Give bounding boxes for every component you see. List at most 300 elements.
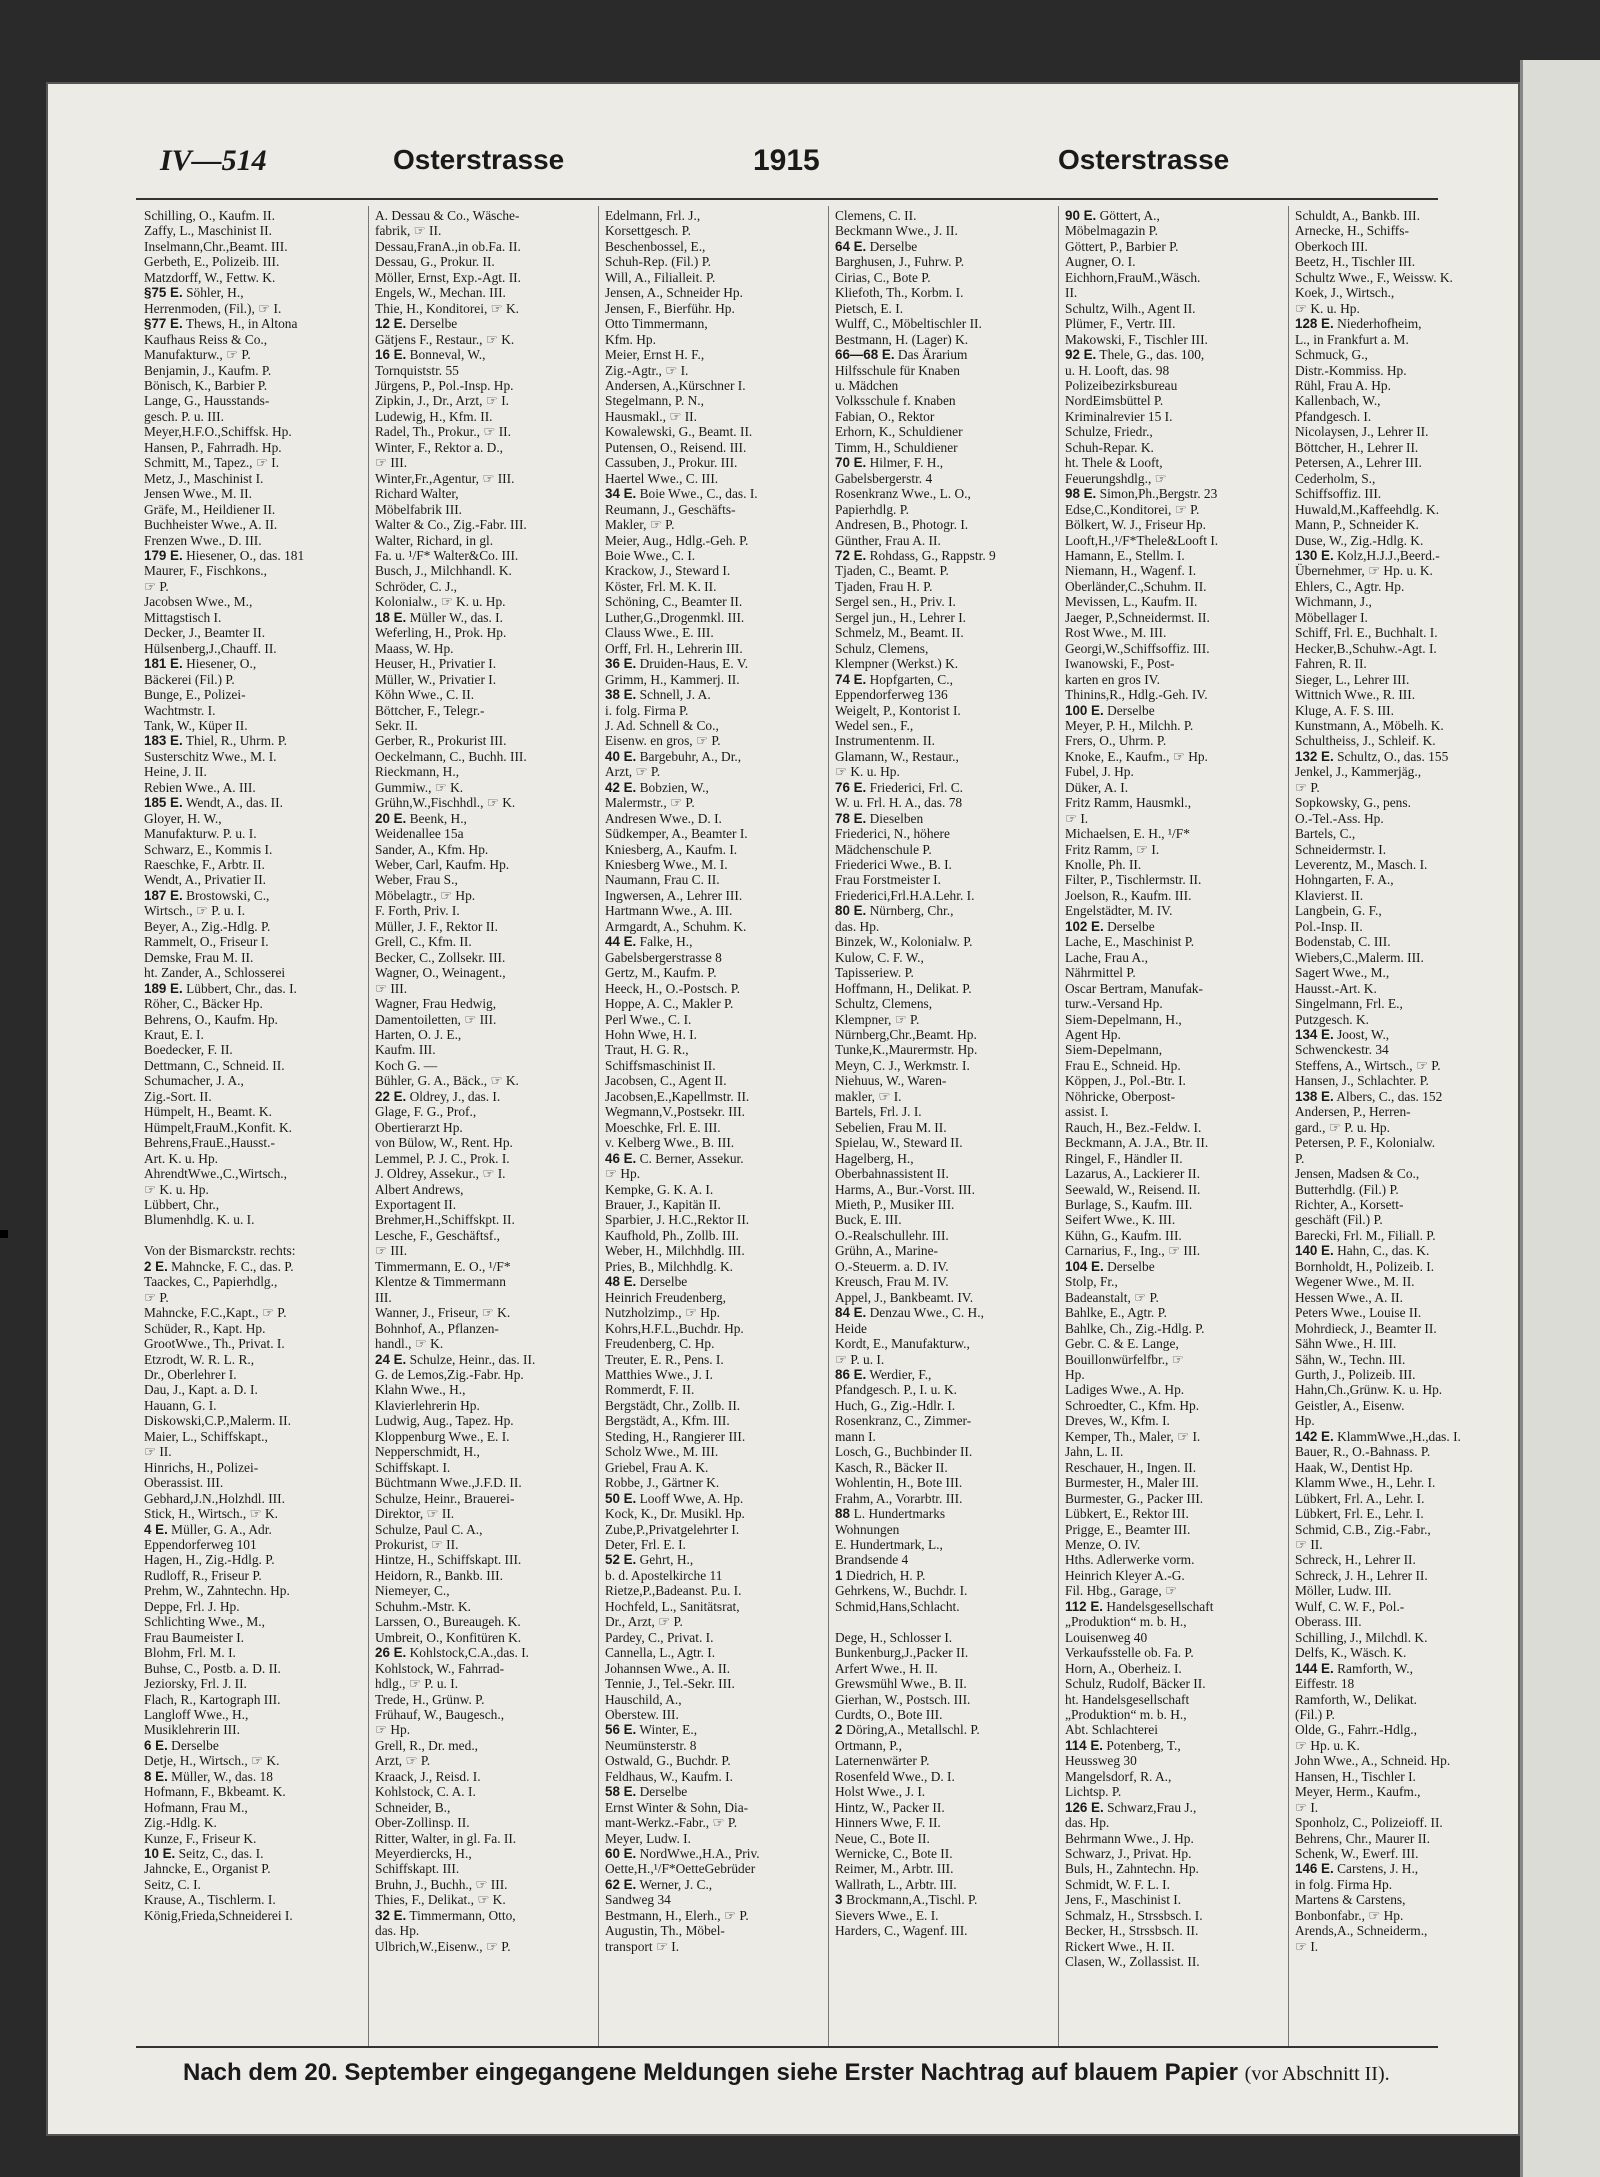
- directory-entry: Engelstädter, M. IV.: [1065, 903, 1173, 919]
- directory-entry: Kunze, F., Friseur K.: [144, 1830, 257, 1846]
- directory-entry: Schmuck, G.,: [1295, 347, 1368, 363]
- directory-entry: Sebelien, Frau M. II.: [835, 1119, 947, 1135]
- directory-entry: Rosenkranz Wwe., L. O.,: [835, 486, 971, 502]
- directory-entry: Lazarus, A., Lackierer II.: [1065, 1166, 1200, 1182]
- directory-entry: G. de Lemos,Zig.-Fabr. Hp.: [375, 1366, 524, 1382]
- directory-entry: Wachtmstr. I.: [144, 702, 216, 718]
- directory-entry: Geistler, A., Eisenw.: [1295, 1397, 1405, 1413]
- directory-entry: Friederici, N., höhere: [835, 826, 950, 842]
- directory-entry: Gloyer, H. W.,: [144, 810, 222, 826]
- directory-entry: Barecki, Frl. M., Filiall. P.: [1295, 1227, 1436, 1243]
- directory-entry: Rammelt, O., Friseur I.: [144, 934, 269, 950]
- directory-entry: Rost Wwe., M. III.: [1065, 625, 1167, 641]
- directory-entry: Klempner, ☞ P.: [835, 1011, 920, 1027]
- directory-entry: Pfandgesch. P., I. u. K.: [835, 1382, 957, 1398]
- directory-entry: Jahncke, E., Organist P.: [144, 1861, 271, 1877]
- directory-entry: Art. K. u. Hp.: [144, 1150, 219, 1166]
- directory-entry: Behrens,FrauE.,Hausst.-: [144, 1135, 275, 1151]
- directory-entry: NordEimsbüttel P.: [1065, 393, 1164, 409]
- directory-entry: 20 E. Beenk, H.,: [375, 810, 467, 826]
- directory-entry: Polizeibezirksbureau: [1065, 377, 1178, 393]
- directory-entry: Büchtmann Wwe.,J.F.D. II.: [375, 1475, 522, 1491]
- directory-entry: Gabelsbergerstrasse 8: [605, 949, 722, 965]
- directory-entry: Jahn, L. II.: [1065, 1444, 1124, 1460]
- directory-entry: Meier, Aug., Hdlg.-Geh. P.: [605, 532, 749, 548]
- directory-entry: Heine, J. II.: [144, 764, 207, 780]
- directory-entry: Hahn,Ch.,Grünw. K. u. Hp.: [1295, 1382, 1443, 1398]
- directory-entry: Manufakturw. P. u. I.: [144, 826, 257, 842]
- directory-entry: O.-Realschullehr. III.: [835, 1227, 949, 1243]
- directory-entry: 98 E. Simon,Ph.,Bergstr. 23: [1065, 486, 1218, 502]
- directory-entry: Griebel, Frau A. K.: [605, 1459, 709, 1475]
- directory-entry: Klavierst. II.: [1295, 887, 1364, 903]
- directory-entry: Möller, Ernst, Exp.-Agt. II.: [375, 269, 521, 285]
- directory-entry: Glage, F. G., Prof.,: [375, 1104, 477, 1120]
- directory-entry: P.: [1295, 1150, 1305, 1166]
- directory-entry: Perl Wwe., C. I.: [605, 1011, 692, 1027]
- directory-entry: Sandweg 34: [605, 1892, 671, 1908]
- directory-entry: Schreck, H., Lehrer II.: [1295, 1552, 1416, 1568]
- directory-entry: Bönisch, K., Barbier P.: [144, 377, 268, 393]
- directory-entry: Wegmann,V.,Postsekr. III.: [605, 1104, 746, 1120]
- directory-entry: E. Hundertmark, L.,: [835, 1536, 943, 1552]
- directory-entry: Kloppenburg Wwe., E. I.: [375, 1428, 510, 1444]
- directory-entry: 142 E. KlammWwe.,H.,das. I.: [1295, 1428, 1461, 1444]
- directory-entry: Fritz Ramm, ☞ I.: [1065, 841, 1160, 857]
- directory-entry: Friederici Wwe., B. I.: [835, 857, 952, 873]
- footer-note-tail: (vor Abschnitt II).: [1244, 2063, 1390, 2085]
- directory-entry: (Fil.) P.: [1295, 1706, 1335, 1722]
- directory-entry: Nöhricke, Oberpost-: [1065, 1088, 1176, 1104]
- directory-entry: Heinrich Freudenberg,: [605, 1289, 726, 1305]
- directory-entry: ☞ K. u. Hp.: [1295, 300, 1360, 316]
- directory-entry: Jacobsen Wwe., M.,: [144, 594, 253, 610]
- directory-entry: Jaeger, P.,Schneidermst. II.: [1065, 609, 1210, 625]
- directory-entry: Schmid,Hans,Schlacht.: [835, 1598, 960, 1614]
- directory-entry: das. Hp.: [375, 1923, 420, 1939]
- directory-entry: Arends,A., Schneiderm.,: [1295, 1923, 1428, 1939]
- directory-entry: Sähn, W., Techn. III.: [1295, 1351, 1406, 1367]
- directory-entry: Bauer, R., O.-Bahnass. P.: [1295, 1444, 1431, 1460]
- directory-entry: Weber, Frau S.,: [375, 872, 458, 888]
- directory-entry: Ladiges Wwe., A. Hp.: [1065, 1382, 1185, 1398]
- directory-entry: 3 Brockmann,A.,Tischl. P.: [835, 1892, 978, 1908]
- directory-entry: Andresen, B., Photogr. I.: [835, 517, 969, 533]
- directory-entry: 128 E. Niederhofheim,: [1295, 316, 1422, 332]
- directory-entry: Cannella, L., Agtr. I.: [605, 1645, 716, 1661]
- directory-entry: Grühn, A., Marine-: [835, 1243, 939, 1259]
- directory-entry: Rommerdt, F. II.: [605, 1382, 695, 1398]
- directory-entry: Fahren, R. II.: [1295, 656, 1367, 672]
- directory-entry: Obertierarzt Hp.: [375, 1119, 463, 1135]
- directory-entry: ☞ P.: [144, 578, 169, 594]
- directory-entry: 80 E. Nürnberg, Chr.,: [835, 903, 954, 919]
- directory-entry: ☞ I.: [1295, 1938, 1319, 1954]
- directory-entry: Distr.-Kommiss. Hp.: [1295, 362, 1407, 378]
- directory-entry: Frau Baumeister I.: [144, 1629, 245, 1645]
- directory-entry: ht. Thele & Looft,: [1065, 455, 1163, 471]
- directory-entry: Deter, Frl. E. I.: [605, 1536, 686, 1552]
- directory-entry: Curdts, O., Bote III.: [835, 1706, 943, 1722]
- directory-entry: Carnarius, F., Ing., ☞ III.: [1065, 1243, 1201, 1259]
- directory-entry: Niemeyer, C.,: [375, 1583, 450, 1599]
- directory-entry: Wagner, O., Weinagent.,: [375, 965, 506, 981]
- directory-entry: Ludewig, H., Kfm. II.: [375, 408, 493, 424]
- directory-entry: Looft,H.,¹/F*Thele&Looft I.: [1065, 532, 1219, 548]
- directory-entry: Seifert Wwe., K. III.: [1065, 1212, 1176, 1228]
- directory-entry: Wegener Wwe., M. II.: [1295, 1274, 1415, 1290]
- directory-entry: Larssen, O., Bureaugeh. K.: [375, 1614, 521, 1630]
- directory-entry: Oberass. III.: [1295, 1614, 1362, 1630]
- directory-entry: Sagert Wwe., M.,: [1295, 965, 1390, 981]
- directory-entry: Damentoiletten, ☞ III.: [375, 1011, 497, 1027]
- directory-entry: F. Forth, Priv. I.: [375, 903, 460, 919]
- directory-entry: ht. Zander, A., Schlosserei: [144, 965, 286, 981]
- directory-entry: Möbelagtr., ☞ Hp.: [375, 887, 476, 903]
- directory-entry: Horn, A., Oberheiz. I.: [1065, 1660, 1182, 1676]
- directory-entry: Laternenwärter P.: [835, 1753, 930, 1769]
- directory-entry: Timm, H., Schuldiener: [835, 439, 958, 455]
- directory-entry: Meyer,H.F.O.,Schiffsk. Hp.: [144, 424, 292, 440]
- directory-entry: Mädchenschule P.: [835, 841, 932, 857]
- directory-entry: Herrenmoden, (Fil.), ☞ I.: [144, 300, 282, 316]
- directory-entry: 24 E. Schulze, Heinr., das. II.: [375, 1351, 536, 1367]
- directory-entry: Weber, Carl, Kaufm. Hp.: [375, 857, 510, 873]
- directory-entry: ☞ K. u. Hp.: [835, 764, 900, 780]
- directory-entry: Bergstädt, A., Kfm. III.: [605, 1413, 730, 1429]
- directory-entry: Gehrkens, W., Buchdr. I.: [835, 1583, 968, 1599]
- directory-entry: Hartmann Wwe., A. III.: [605, 903, 733, 919]
- directory-entry: Haertel Wwe., C. III.: [605, 470, 719, 486]
- directory-entry: 8 E. Müller, W., das. 18: [144, 1768, 273, 1784]
- directory-entry: Johannsen Wwe., A. II.: [605, 1660, 731, 1676]
- directory-entry: das. Hp.: [835, 918, 880, 934]
- directory-entry: Pol.-Insp. II.: [1295, 918, 1363, 934]
- directory-entry: Exportagent II.: [375, 1197, 457, 1212]
- directory-entry: Oberstew. III.: [605, 1706, 679, 1722]
- directory-entry: 32 E. Timmermann, Otto,: [375, 1907, 516, 1923]
- directory-entry: Oberassist. III.: [144, 1475, 224, 1491]
- directory-entry: Michaelsen, E. H., ¹/F*: [1065, 826, 1190, 842]
- directory-entry: Bestmann, H., Elerh., ☞ P.: [605, 1907, 749, 1923]
- directory-entry: Wanner, J., Friseur, ☞ K.: [375, 1305, 511, 1321]
- directory-entry: ☞ III.: [375, 980, 408, 996]
- directory-entry: Hofmann, Frau M.,: [144, 1799, 248, 1815]
- directory-entry: Joelson, R., Kaufm. III.: [1065, 887, 1192, 903]
- directory-entry: geschäft (Fil.) P.: [1295, 1212, 1383, 1228]
- directory-entry: Martens & Carstens,: [1295, 1892, 1406, 1908]
- directory-entry: Umbreit, O., Konfitüren K.: [375, 1629, 522, 1645]
- directory-entry: Sähn Wwe., H. III.: [1295, 1336, 1397, 1352]
- directory-entry: Tennie, J., Tel.-Sekr. III.: [605, 1676, 735, 1692]
- directory-entry: Schiffskapt. III.: [375, 1861, 460, 1877]
- directory-entry: transport ☞ I.: [605, 1938, 680, 1954]
- directory-entry: Müller, W., Privatier I.: [375, 671, 497, 687]
- directory-entry: 56 E. Winter, E.,: [605, 1722, 698, 1738]
- directory-entry: Rudloff, R., Friseur P.: [144, 1567, 262, 1583]
- directory-entry: Schiffskapt. I.: [375, 1459, 451, 1475]
- directory-entry: Wernicke, C., Bote II.: [835, 1846, 953, 1862]
- directory-entry: Deppe, Frl. J. Hp.: [144, 1598, 240, 1614]
- directory-entry: u. H. Looft, das. 98: [1065, 362, 1170, 378]
- directory-entry: Zube,P.,Privatgelehrter I.: [605, 1521, 740, 1537]
- directory-entry: Jensen, A., Schneider Hp.: [605, 285, 743, 301]
- directory-entry: Köster, Frl. M. K. II.: [605, 578, 717, 594]
- directory-entry: ☞ P.: [1295, 779, 1320, 795]
- directory-entry: Schmid, C.B., Zig.-Fabr.,: [1295, 1521, 1431, 1537]
- directory-entry: Kohlstock, C. A. I.: [375, 1784, 476, 1800]
- directory-entry: 34 E. Boie Wwe., C., das. I.: [605, 486, 758, 502]
- directory-entry: Blohm, Frl. M. I.: [144, 1645, 236, 1661]
- directory-entry: Maier, L., Schiffskapt.,: [144, 1428, 268, 1444]
- directory-entry: L., in Frankfurt a. M.: [1295, 331, 1409, 347]
- directory-entry: 16 E. Bonneval, W.,: [375, 347, 486, 363]
- directory-entry: Hoppe, A. C., Makler P.: [605, 996, 734, 1012]
- column-4: [828, 206, 1050, 2046]
- directory-entry: Fil. Hbg., Garage, ☞: [1065, 1583, 1178, 1599]
- directory-entry: Eichhorn,FrauM.,Wäsch.: [1065, 269, 1201, 285]
- directory-entry: 52 E. Gehrt, H.,: [605, 1552, 694, 1568]
- directory-entry: Hofmann, F., Bkbeamt. K.: [144, 1784, 286, 1800]
- directory-entry: Frahm, A., Vorarbtr. III.: [835, 1490, 963, 1506]
- directory-entry: Sparbier, J. H.C.,Rektor II.: [605, 1212, 750, 1228]
- directory-entry: Oberbahnassistent II.: [835, 1166, 949, 1182]
- directory-entry: Lemmel, P. J. C., Prok. I.: [375, 1150, 510, 1166]
- directory-entry: Blumenhdlg. K. u. I.: [144, 1212, 255, 1228]
- directory-entry: Butterhdlg. (Fil.) P.: [1295, 1181, 1399, 1197]
- directory-entry: Beckmann Wwe., J. II.: [835, 223, 958, 239]
- directory-entry: Bouillonwürfelfbr., ☞: [1065, 1351, 1184, 1367]
- directory-entry: handl., ☞ K.: [375, 1336, 444, 1352]
- directory-entry: Hauann, G. I.: [144, 1397, 217, 1413]
- directory-entry: Neumünsterstr. 8: [605, 1737, 697, 1753]
- directory-entry: Fritz Ramm, Hausmkl.,: [1065, 795, 1192, 811]
- directory-entry: Hausst.-Art. K.: [1295, 980, 1377, 996]
- directory-entry: Kaufm. III.: [375, 1042, 436, 1058]
- directory-entry: Buck, E. III.: [835, 1212, 902, 1228]
- directory-entry: Stick, H., Wirtsch., ☞ K.: [144, 1506, 278, 1522]
- directory-entry: Kock, K., Dr. Musikl. Hp.: [605, 1506, 745, 1522]
- directory-entry: ☞ II.: [1295, 1536, 1323, 1552]
- directory-entry: Verkaufsstelle ob. Fa. P.: [1065, 1645, 1194, 1661]
- directory-entry: Kohlstock, W., Fahrrad-: [375, 1660, 505, 1676]
- directory-entry: Binzek, W., Kolonialw. P.: [835, 934, 973, 950]
- directory-entry: Hinners Wwe, F. II.: [835, 1815, 941, 1831]
- directory-entry: Freudenberg, C. Hp.: [605, 1336, 715, 1352]
- directory-entry: Makler, ☞ P.: [605, 517, 675, 533]
- directory-entry: Krause, A., Tischlerm. I.: [144, 1892, 276, 1908]
- directory-entry: Direktor, ☞ II.: [375, 1506, 455, 1522]
- directory-entry: Clemens, C. II.: [835, 208, 917, 223]
- directory-entry: Schneidermstr. I.: [1295, 841, 1387, 857]
- directory-entry: Röher, C., Bäcker Hp.: [144, 996, 263, 1012]
- directory-entry: Winter,Fr.,Agentur, ☞ III.: [375, 470, 515, 486]
- directory-entry: 66—68 E. Das Ärarium: [835, 347, 968, 363]
- directory-entry: Hansen, P., Fahrradh. Hp.: [144, 439, 282, 455]
- directory-entry: Schuhm.-Mstr. K.: [375, 1598, 471, 1614]
- directory-entry: 58 E. Derselbe: [605, 1784, 688, 1800]
- footer-rule: [136, 2046, 1438, 2048]
- directory-entry: Schüder, R., Kapt. Hp.: [144, 1320, 266, 1336]
- directory-entry: §75 E. Söhler, H.,: [144, 285, 244, 301]
- directory-entry: Timmermann, E. O., ¹/F*: [375, 1258, 511, 1274]
- directory-entry: Lübbert, Chr.,: [144, 1197, 220, 1212]
- directory-entry: 100 E. Derselbe: [1065, 702, 1155, 718]
- directory-entry: Stegelmann, P. N.,: [605, 393, 704, 409]
- directory-entry: 138 E. Albers, C., das. 152: [1295, 1088, 1443, 1104]
- directory-entry: Detje, H., Wirtsch., ☞ K.: [144, 1753, 280, 1769]
- directory-entry: Kasch, R., Bäcker II.: [835, 1459, 948, 1475]
- directory-entry: Schlichting Wwe., M.,: [144, 1614, 265, 1630]
- directory-entry: Böttcher, H., Lehrer II.: [1295, 439, 1419, 455]
- directory-entry: Frers, O., Uhrm. P.: [1065, 733, 1167, 749]
- directory-entry: Tunke,K.,Maurermstr. Hp.: [835, 1042, 978, 1058]
- directory-entry: Schmelz, M., Beamt. II.: [835, 625, 964, 641]
- directory-entry: Schmidt, W. F. L. I.: [1065, 1876, 1170, 1892]
- directory-entry: Holst Wwe., J. I.: [835, 1784, 926, 1800]
- directory-entry: Heussweg 30: [1065, 1753, 1137, 1769]
- directory-entry: Kraut, E. I.: [144, 1027, 204, 1043]
- directory-entry: Steffens, A., Wirtsch., ☞ P.: [1295, 1057, 1441, 1073]
- directory-entry: 144 E. Ramforth, W.,: [1295, 1660, 1413, 1676]
- directory-entry: Eppendorferweg 136: [835, 687, 948, 703]
- directory-entry: Siem-Depelmann, H.,: [1065, 1011, 1182, 1027]
- directory-entry: Kordt, E., Manufakturw.,: [835, 1336, 970, 1352]
- directory-entry: mann I.: [835, 1428, 876, 1444]
- directory-entry: Schuh-Repar. K.: [1065, 439, 1154, 455]
- directory-entry: Armgardt, A., Schuhm. K.: [605, 918, 747, 934]
- directory-entry: 126 E. Schwarz,Frau J.,: [1065, 1799, 1197, 1815]
- directory-entry: Ober-Zollinsp. II.: [375, 1815, 470, 1831]
- directory-entry: Grühn,W.,Fischhdl., ☞ K.: [375, 795, 516, 811]
- directory-entry: III.: [375, 1289, 392, 1305]
- directory-entry: Kowalewski, G., Beamt. II.: [605, 424, 753, 440]
- directory-entry: 76 E. Friederici, Frl. C.: [835, 779, 963, 795]
- directory-entry: Pietsch, E. I.: [835, 300, 904, 316]
- directory-entry: Maurer, F., Fischkons.,: [144, 563, 267, 579]
- directory-page: [48, 84, 1518, 2134]
- directory-entry: Hochfeld, L., Sanitätsrat,: [605, 1598, 740, 1614]
- directory-entry: das. Hp.: [1065, 1815, 1110, 1831]
- directory-entry: 185 E. Wendt, A., das. II.: [144, 795, 283, 811]
- directory-entry: Kemper, Th., Maler, ☞ I.: [1065, 1428, 1201, 1444]
- directory-entry: Schiffsmaschinist II.: [605, 1057, 716, 1073]
- directory-entry: Jens, F., Maschinist I.: [1065, 1892, 1182, 1908]
- directory-entry: GrootWwe., Th., Privat. I.: [144, 1336, 285, 1352]
- directory-entry: Erhorn, K., Schuldiener: [835, 424, 963, 440]
- directory-entry: Meyer, Ludw. I.: [605, 1830, 691, 1846]
- directory-entry: Gierhan, W., Postsch. III.: [835, 1691, 971, 1707]
- directory-entry: Demske, Frau M. II.: [144, 949, 254, 965]
- directory-entry: Pries, B., Milchhdlg. K.: [605, 1258, 733, 1274]
- directory-entry: Jenkel, J., Kammerjäg.,: [1295, 764, 1422, 780]
- directory-entry: Wiebers,C.,Malerm. III.: [1295, 949, 1424, 965]
- directory-entry: Mann, P., Schneider K.: [1295, 517, 1419, 533]
- directory-entry: Meyn, C. J., Werkmstr. I.: [835, 1057, 970, 1073]
- directory-entry: Möbelmagazin P.: [1065, 223, 1158, 239]
- directory-entry: 26 E. Kohlstock,C.A.,das. I.: [375, 1645, 530, 1661]
- directory-entry: Fabian, O., Rektor: [835, 408, 935, 424]
- directory-entry: Böttcher, F., Telegr.-: [375, 702, 485, 718]
- directory-entry: Niehuus, W., Waren-: [835, 1073, 947, 1089]
- directory-entry: Oette,H.,¹/F*OetteGebrüder: [605, 1861, 756, 1877]
- directory-entry: Klahn Wwe., H.,: [375, 1382, 466, 1398]
- directory-entry: Lache, Frau A.,: [1065, 949, 1148, 965]
- directory-entry: Langbein, G. F.,: [1295, 903, 1382, 919]
- directory-entry: Neue, C., Bote II.: [835, 1830, 930, 1846]
- directory-entry: Schilling, J., Milchdl. K.: [1295, 1629, 1428, 1645]
- directory-entry: Huch, G., Zig.-Hdlr. I.: [835, 1397, 956, 1413]
- directory-entry: Prehm, W., Zahntechn. Hp.: [144, 1583, 290, 1599]
- column-6: [1288, 206, 1510, 2046]
- directory-entry: Reschauer, H., Ingen. II.: [1065, 1459, 1197, 1475]
- directory-entry: Orff, Frl. H., Lehrerin III.: [605, 640, 743, 656]
- directory-entry: 18 E. Müller W., das. I.: [375, 609, 503, 625]
- directory-entry: Volksschule f. Knaben: [835, 393, 956, 409]
- directory-entry: Huwald,M.,Kaffeehdlg. K.: [1295, 501, 1440, 517]
- directory-entry: 10 E. Seitz, C., das. I.: [144, 1846, 264, 1862]
- directory-entry: 48 E. Derselbe: [605, 1274, 688, 1290]
- directory-entry: Oberländer,C.,Schuhm. II.: [1065, 578, 1207, 594]
- directory-entry: Nährmittel P.: [1065, 965, 1136, 981]
- directory-entry: Kluge, A. F. S. III.: [1295, 702, 1394, 718]
- directory-entry: Frühauf, W., Baugesch.,: [375, 1706, 505, 1722]
- directory-entry: Sergel sen., H., Priv. I.: [835, 594, 956, 610]
- directory-entry: Bartels, C.,: [1295, 826, 1356, 842]
- directory-entry: Arnecke, H., Schiffs-: [1295, 223, 1409, 239]
- directory-entry: Burmester, G., Packer III.: [1065, 1490, 1204, 1506]
- directory-entry: ☞ III.: [375, 1243, 408, 1259]
- directory-entry: Schmalz, H., Strssbsch. I.: [1065, 1907, 1203, 1923]
- directory-entry: Nicolaysen, J., Lehrer II.: [1295, 424, 1429, 440]
- year: 1915: [753, 144, 820, 177]
- directory-entry: Jensen, F., Bierführ. Hp.: [605, 300, 735, 316]
- directory-entry: Tjaden, C., Beamt. P.: [835, 563, 949, 579]
- directory-entry: 70 E. Hilmer, F. H.,: [835, 455, 944, 471]
- directory-entry: makler, ☞ I.: [835, 1088, 902, 1104]
- directory-entry: Susterschitz Wwe., M. I.: [144, 748, 277, 764]
- directory-entry: Dreves, W., Kfm. I.: [1065, 1413, 1170, 1429]
- directory-entry: Hausmakl., ☞ II.: [605, 408, 697, 424]
- directory-entry: Instrumentenm. II.: [835, 733, 936, 749]
- directory-entry: Dettmann, C., Schneid. II.: [144, 1057, 285, 1073]
- directory-entry: Gebr. C. & E. Lange,: [1065, 1336, 1179, 1352]
- directory-entry: Arfert Wwe., H. II.: [835, 1660, 938, 1676]
- directory-entry: Sekr. II.: [375, 717, 418, 733]
- directory-entry: Langloff Wwe., H.,: [144, 1706, 249, 1722]
- directory-entry: Duse, W., Zig.-Hdlg. K.: [1295, 532, 1424, 548]
- directory-entry: ☞ Hp. u. K.: [1295, 1737, 1360, 1753]
- directory-entry: Etzrodt, W. R. L. R.,: [144, 1351, 255, 1367]
- directory-entry: Grell, C., Kfm. II.: [375, 934, 472, 950]
- directory-entry: 38 E. Schnell, J. A.: [605, 687, 711, 703]
- directory-entry: assist. I.: [1065, 1104, 1109, 1120]
- directory-entry: Möbelfabrik III.: [375, 501, 463, 517]
- directory-entry: Gräfe, M., Heildiener II.: [144, 501, 276, 517]
- directory-entry: Diskowski,C.P.,Malerm. II.: [144, 1413, 291, 1429]
- directory-entry: Rosenkranz, C., Zimmer-: [835, 1413, 972, 1429]
- directory-entry: 112 E. Handelsgesellschaft: [1065, 1598, 1214, 1614]
- directory-entry: 189 E. Lübbert, Chr., das. I.: [144, 980, 297, 996]
- directory-entry: Gerbeth, E., Polizeib. III.: [144, 254, 280, 270]
- directory-entry: Walter & Co., Zig.-Fabr. III.: [375, 517, 527, 533]
- directory-entry: Maass, W. Hp.: [375, 640, 454, 656]
- directory-entry: Prigge, E., Beamter III.: [1065, 1521, 1191, 1537]
- directory-entry: Kniesberg, A., Kaufm. I.: [605, 841, 738, 857]
- directory-entry: Kreusch, Frau M. IV.: [835, 1274, 949, 1290]
- directory-entry: Eiffestr. 18: [1295, 1676, 1355, 1692]
- directory-entry: Richter, A., Korsett-: [1295, 1197, 1404, 1212]
